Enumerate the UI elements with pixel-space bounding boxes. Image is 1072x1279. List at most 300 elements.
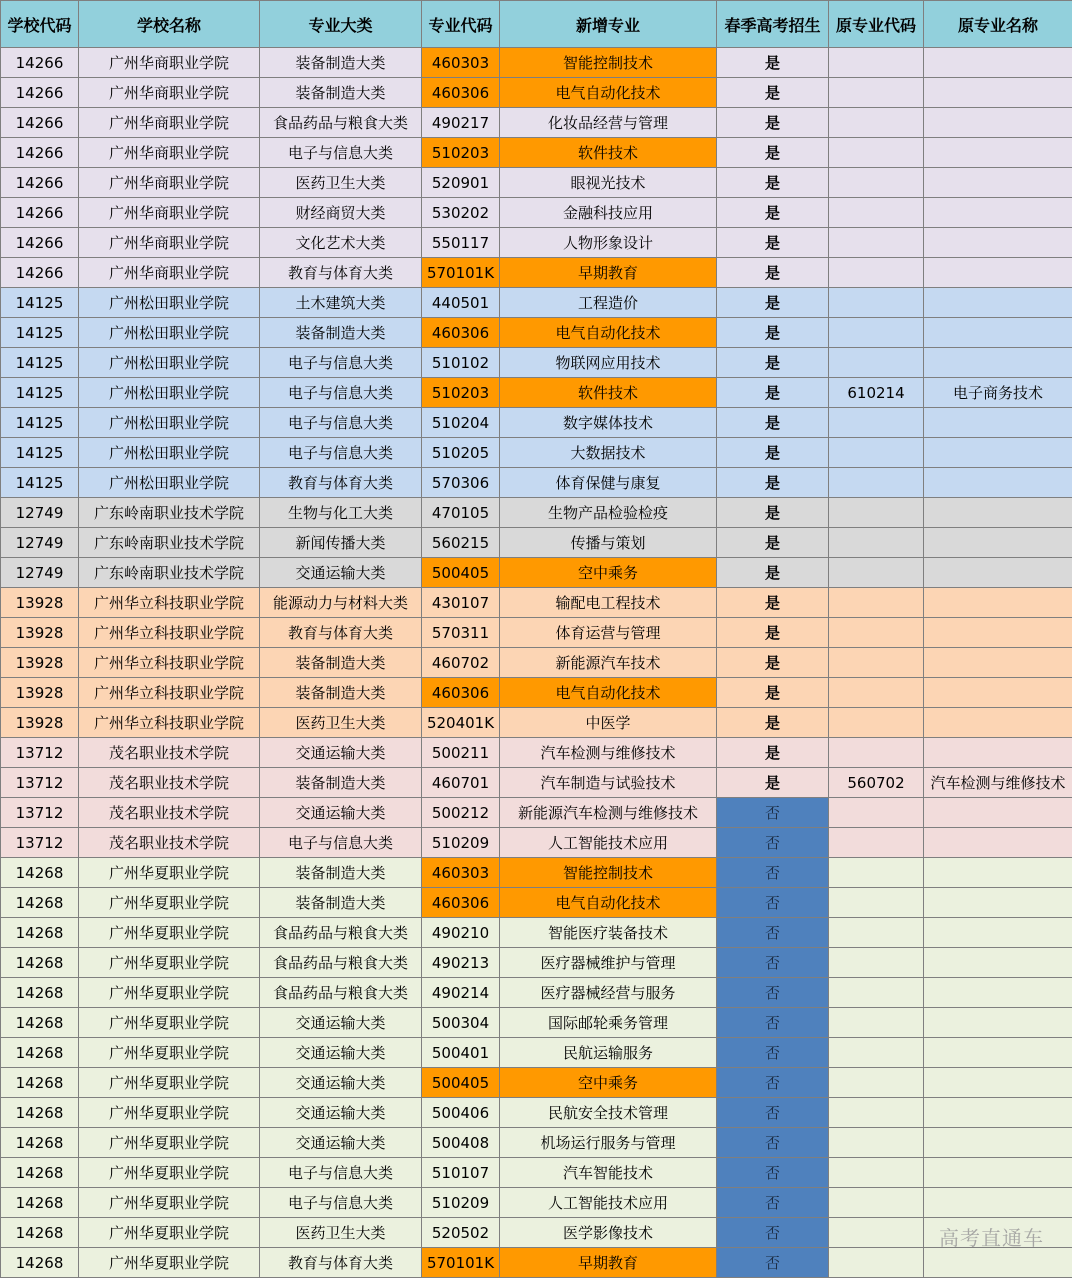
cell-original-name	[924, 828, 1072, 858]
cell-original-code	[829, 858, 924, 888]
cell-school-name: 广州华夏职业学院	[79, 1098, 260, 1128]
cell-original-code	[829, 318, 924, 348]
cell-category: 电子与信息大类	[260, 408, 422, 438]
cell-major-code: 510209	[422, 828, 500, 858]
cell-major-code: 520401K	[422, 708, 500, 738]
cell-new-major: 传播与策划	[500, 528, 717, 558]
cell-new-major: 工程造价	[500, 288, 717, 318]
cell-original-name	[924, 1038, 1072, 1068]
cell-school-code: 14125	[1, 288, 79, 318]
cell-original-code	[829, 78, 924, 108]
header-major-code: 专业代码	[422, 1, 500, 48]
cell-school-code: 14125	[1, 408, 79, 438]
cell-school-name: 广州华夏职业学院	[79, 948, 260, 978]
cell-school-code: 14266	[1, 258, 79, 288]
cell-category: 交通运输大类	[260, 1008, 422, 1038]
cell-category: 交通运输大类	[260, 1098, 422, 1128]
cell-new-major: 空中乘务	[500, 1068, 717, 1098]
cell-original-name	[924, 978, 1072, 1008]
cell-spring-admission: 是	[717, 678, 829, 708]
cell-school-code: 13928	[1, 648, 79, 678]
cell-category: 交通运输大类	[260, 1068, 422, 1098]
cell-school-name: 广东岭南职业技术学院	[79, 558, 260, 588]
cell-category: 电子与信息大类	[260, 378, 422, 408]
cell-category: 电子与信息大类	[260, 1188, 422, 1218]
header-original-code: 原专业代码	[829, 1, 924, 48]
cell-original-name	[924, 108, 1072, 138]
cell-original-code	[829, 648, 924, 678]
table-row	[1, 378, 1072, 408]
cell-major-code: 490213	[422, 948, 500, 978]
cell-school-code: 14266	[1, 138, 79, 168]
cell-original-name	[924, 1188, 1072, 1218]
cell-school-name: 广州华商职业学院	[79, 138, 260, 168]
table-row	[1, 78, 1072, 108]
cell-school-code: 14268	[1, 1038, 79, 1068]
cell-original-code	[829, 438, 924, 468]
cell-new-major: 电气自动化技术	[500, 78, 717, 108]
cell-school-code: 14268	[1, 918, 79, 948]
table-row	[1, 798, 1072, 828]
cell-spring-admission: 是	[717, 408, 829, 438]
cell-category: 装备制造大类	[260, 318, 422, 348]
table-row	[1, 618, 1072, 648]
cell-spring-admission: 否	[717, 1158, 829, 1188]
cell-major-code: 510203	[422, 138, 500, 168]
cell-school-name: 广州华夏职业学院	[79, 1068, 260, 1098]
cell-new-major: 汽车制造与试验技术	[500, 768, 717, 798]
cell-school-code: 13928	[1, 678, 79, 708]
cell-spring-admission: 是	[717, 708, 829, 738]
cell-major-code: 490217	[422, 108, 500, 138]
cell-category: 土木建筑大类	[260, 288, 422, 318]
cell-spring-admission: 否	[717, 888, 829, 918]
cell-original-name	[924, 1068, 1072, 1098]
cell-original-name	[924, 318, 1072, 348]
cell-major-code: 440501	[422, 288, 500, 318]
cell-spring-admission: 否	[717, 1188, 829, 1218]
table-row	[1, 768, 1072, 798]
table-row	[1, 198, 1072, 228]
cell-original-code	[829, 408, 924, 438]
cell-original-name	[924, 648, 1072, 678]
watermark: 高考直通车	[939, 1226, 1044, 1250]
cell-school-code: 14268	[1, 888, 79, 918]
cell-original-name	[924, 618, 1072, 648]
cell-original-code	[829, 828, 924, 858]
cell-original-name	[924, 1128, 1072, 1158]
cell-school-code: 14268	[1, 1128, 79, 1158]
cell-school-name: 广州华夏职业学院	[79, 858, 260, 888]
table-row	[1, 1098, 1072, 1128]
cell-new-major: 眼视光技术	[500, 168, 717, 198]
cell-original-name: 电子商务技术	[924, 378, 1072, 408]
cell-new-major: 软件技术	[500, 138, 717, 168]
cell-original-code	[829, 288, 924, 318]
table-row	[1, 978, 1072, 1008]
table-row	[1, 258, 1072, 288]
cell-school-name: 茂名职业技术学院	[79, 798, 260, 828]
table-row	[1, 678, 1072, 708]
cell-school-name: 广州华商职业学院	[79, 78, 260, 108]
cell-major-code: 570306	[422, 468, 500, 498]
cell-major-code: 500401	[422, 1038, 500, 1068]
cell-spring-admission: 是	[717, 738, 829, 768]
cell-new-major: 软件技术	[500, 378, 717, 408]
cell-school-code: 14268	[1, 948, 79, 978]
cell-new-major: 汽车智能技术	[500, 1158, 717, 1188]
cell-category: 食品药品与粮食大类	[260, 978, 422, 1008]
cell-spring-admission: 否	[717, 1248, 829, 1278]
cell-original-code	[829, 168, 924, 198]
cell-school-code: 14268	[1, 1068, 79, 1098]
cell-original-code	[829, 1188, 924, 1218]
table-row	[1, 528, 1072, 558]
cell-original-code	[829, 1218, 924, 1248]
cell-new-major: 金融科技应用	[500, 198, 717, 228]
cell-school-code: 14268	[1, 1158, 79, 1188]
cell-spring-admission: 否	[717, 1218, 829, 1248]
cell-new-major: 汽车检测与维修技术	[500, 738, 717, 768]
cell-category: 教育与体育大类	[260, 618, 422, 648]
cell-original-name	[924, 1158, 1072, 1188]
cell-school-name: 广州松田职业学院	[79, 288, 260, 318]
cell-new-major: 医疗器械经营与服务	[500, 978, 717, 1008]
cell-major-code: 510203	[422, 378, 500, 408]
cell-spring-admission: 否	[717, 858, 829, 888]
cell-original-code	[829, 888, 924, 918]
table-header-row	[1, 1, 1072, 48]
cell-school-code: 14125	[1, 318, 79, 348]
cell-major-code: 510102	[422, 348, 500, 378]
cell-spring-admission: 是	[717, 648, 829, 678]
cell-school-name: 广州松田职业学院	[79, 348, 260, 378]
table-row	[1, 1158, 1072, 1188]
cell-new-major: 智能控制技术	[500, 48, 717, 78]
table-row	[1, 828, 1072, 858]
cell-major-code: 490214	[422, 978, 500, 1008]
cell-category: 生物与化工大类	[260, 498, 422, 528]
cell-school-code: 14268	[1, 1248, 79, 1278]
cell-spring-admission: 是	[717, 768, 829, 798]
table-row	[1, 1128, 1072, 1158]
cell-category: 电子与信息大类	[260, 828, 422, 858]
cell-original-code	[829, 198, 924, 228]
cell-category: 医药卫生大类	[260, 1218, 422, 1248]
cell-major-code: 460303	[422, 858, 500, 888]
cell-school-name: 广州松田职业学院	[79, 318, 260, 348]
cell-spring-admission: 是	[717, 558, 829, 588]
cell-major-code: 550117	[422, 228, 500, 258]
cell-spring-admission: 是	[717, 168, 829, 198]
cell-spring-admission: 否	[717, 948, 829, 978]
cell-major-code: 460306	[422, 888, 500, 918]
cell-category: 交通运输大类	[260, 738, 422, 768]
cell-major-code: 500406	[422, 1098, 500, 1128]
cell-school-code: 13928	[1, 708, 79, 738]
cell-school-name: 广州华商职业学院	[79, 228, 260, 258]
cell-major-code: 460303	[422, 48, 500, 78]
cell-school-code: 12749	[1, 498, 79, 528]
cell-spring-admission: 否	[717, 1008, 829, 1038]
cell-school-code: 13928	[1, 618, 79, 648]
cell-category: 教育与体育大类	[260, 258, 422, 288]
cell-spring-admission: 是	[717, 288, 829, 318]
cell-spring-admission: 是	[717, 228, 829, 258]
cell-spring-admission: 是	[717, 348, 829, 378]
cell-original-code	[829, 1038, 924, 1068]
cell-school-name: 广州华夏职业学院	[79, 1188, 260, 1218]
cell-category: 电子与信息大类	[260, 138, 422, 168]
table-row	[1, 888, 1072, 918]
cell-category: 食品药品与粮食大类	[260, 108, 422, 138]
cell-new-major: 人物形象设计	[500, 228, 717, 258]
cell-original-name	[924, 348, 1072, 378]
cell-category: 交通运输大类	[260, 1038, 422, 1068]
cell-school-name: 广东岭南职业技术学院	[79, 498, 260, 528]
cell-spring-admission: 是	[717, 318, 829, 348]
cell-school-name: 茂名职业技术学院	[79, 738, 260, 768]
cell-category: 装备制造大类	[260, 858, 422, 888]
cell-category: 交通运输大类	[260, 558, 422, 588]
cell-original-name	[924, 78, 1072, 108]
table-row	[1, 1038, 1072, 1068]
cell-new-major: 体育运营与管理	[500, 618, 717, 648]
header-spring-admission: 春季高考招生	[717, 1, 829, 48]
table-row	[1, 228, 1072, 258]
cell-category: 装备制造大类	[260, 648, 422, 678]
cell-new-major: 化妆品经营与管理	[500, 108, 717, 138]
cell-school-code: 12749	[1, 558, 79, 588]
cell-original-code	[829, 1008, 924, 1038]
cell-original-name	[924, 1248, 1072, 1278]
cell-original-code	[829, 468, 924, 498]
cell-original-code	[829, 1158, 924, 1188]
cell-school-name: 广州华夏职业学院	[79, 978, 260, 1008]
table-body	[1, 48, 1072, 1278]
cell-category: 交通运输大类	[260, 1128, 422, 1158]
cell-school-code: 14266	[1, 168, 79, 198]
cell-new-major: 空中乘务	[500, 558, 717, 588]
cell-original-name	[924, 888, 1072, 918]
cell-school-code: 14125	[1, 468, 79, 498]
cell-school-code: 13712	[1, 798, 79, 828]
cell-category: 教育与体育大类	[260, 1248, 422, 1278]
cell-spring-admission: 否	[717, 1068, 829, 1098]
cell-original-name	[924, 438, 1072, 468]
cell-original-code	[829, 558, 924, 588]
cell-school-name: 茂名职业技术学院	[79, 768, 260, 798]
cell-category: 电子与信息大类	[260, 1158, 422, 1188]
cell-category: 装备制造大类	[260, 678, 422, 708]
cell-major-code: 500405	[422, 1068, 500, 1098]
cell-original-name	[924, 738, 1072, 768]
cell-spring-admission: 是	[717, 108, 829, 138]
table-row	[1, 708, 1072, 738]
cell-original-name	[924, 1098, 1072, 1128]
cell-spring-admission: 否	[717, 918, 829, 948]
cell-major-code: 500212	[422, 798, 500, 828]
cell-original-name	[924, 558, 1072, 588]
cell-category: 新闻传播大类	[260, 528, 422, 558]
cell-category: 文化艺术大类	[260, 228, 422, 258]
cell-major-code: 530202	[422, 198, 500, 228]
cell-major-code: 510205	[422, 438, 500, 468]
cell-spring-admission: 否	[717, 978, 829, 1008]
cell-new-major: 新能源汽车技术	[500, 648, 717, 678]
cell-spring-admission: 是	[717, 468, 829, 498]
cell-new-major: 早期教育	[500, 1248, 717, 1278]
cell-spring-admission: 是	[717, 528, 829, 558]
cell-major-code: 460306	[422, 678, 500, 708]
cell-category: 教育与体育大类	[260, 468, 422, 498]
cell-original-code	[829, 918, 924, 948]
table-row	[1, 648, 1072, 678]
cell-original-name	[924, 168, 1072, 198]
cell-category: 财经商贸大类	[260, 198, 422, 228]
cell-spring-admission: 否	[717, 1098, 829, 1128]
cell-new-major: 电气自动化技术	[500, 678, 717, 708]
cell-spring-admission: 否	[717, 798, 829, 828]
cell-major-code: 510107	[422, 1158, 500, 1188]
table-row	[1, 138, 1072, 168]
cell-school-name: 广州华夏职业学院	[79, 1158, 260, 1188]
cell-new-major: 国际邮轮乘务管理	[500, 1008, 717, 1038]
table-row	[1, 168, 1072, 198]
table-row	[1, 438, 1072, 468]
cell-original-code	[829, 798, 924, 828]
header-new-major: 新增专业	[500, 1, 717, 48]
cell-school-code: 14268	[1, 858, 79, 888]
cell-original-name	[924, 138, 1072, 168]
cell-school-name: 广州华夏职业学院	[79, 1218, 260, 1248]
cell-new-major: 医疗器械维护与管理	[500, 948, 717, 978]
cell-new-major: 电气自动化技术	[500, 318, 717, 348]
cell-original-name	[924, 708, 1072, 738]
cell-original-code	[829, 48, 924, 78]
cell-new-major: 机场运行服务与管理	[500, 1128, 717, 1158]
cell-category: 装备制造大类	[260, 768, 422, 798]
header-category: 专业大类	[260, 1, 422, 48]
cell-category: 电子与信息大类	[260, 438, 422, 468]
cell-new-major: 民航安全技术管理	[500, 1098, 717, 1128]
table-row	[1, 1008, 1072, 1038]
cell-major-code: 500408	[422, 1128, 500, 1158]
cell-spring-admission: 是	[717, 378, 829, 408]
cell-category: 装备制造大类	[260, 888, 422, 918]
cell-major-code: 520901	[422, 168, 500, 198]
cell-major-code: 460306	[422, 318, 500, 348]
cell-spring-admission: 否	[717, 1038, 829, 1068]
cell-major-code: 460306	[422, 78, 500, 108]
cell-major-code: 520502	[422, 1218, 500, 1248]
table-row	[1, 498, 1072, 528]
cell-new-major: 民航运输服务	[500, 1038, 717, 1068]
cell-category: 能源动力与材料大类	[260, 588, 422, 618]
cell-school-code: 14125	[1, 438, 79, 468]
cell-school-name: 广东岭南职业技术学院	[79, 528, 260, 558]
cell-category: 医药卫生大类	[260, 168, 422, 198]
table-row	[1, 468, 1072, 498]
cell-new-major: 中医学	[500, 708, 717, 738]
header-original-name: 原专业名称	[924, 1, 1072, 48]
cell-new-major: 输配电工程技术	[500, 588, 717, 618]
cell-major-code: 570311	[422, 618, 500, 648]
cell-original-name	[924, 858, 1072, 888]
cell-school-name: 广州松田职业学院	[79, 378, 260, 408]
cell-major-code: 500304	[422, 1008, 500, 1038]
cell-original-code	[829, 1128, 924, 1158]
cell-spring-admission: 是	[717, 48, 829, 78]
cell-original-code	[829, 678, 924, 708]
cell-school-code: 14266	[1, 198, 79, 228]
cell-major-code: 570101K	[422, 1248, 500, 1278]
cell-original-code	[829, 138, 924, 168]
cell-school-name: 茂名职业技术学院	[79, 828, 260, 858]
cell-major-code: 500211	[422, 738, 500, 768]
table-row	[1, 1188, 1072, 1218]
cell-original-name	[924, 468, 1072, 498]
cell-school-name: 广州华夏职业学院	[79, 888, 260, 918]
cell-new-major: 生物产品检验检疫	[500, 498, 717, 528]
cell-school-name: 广州华夏职业学院	[79, 1248, 260, 1278]
cell-original-code	[829, 528, 924, 558]
cell-school-name: 广州华商职业学院	[79, 48, 260, 78]
cell-school-code: 13712	[1, 768, 79, 798]
cell-original-code	[829, 1068, 924, 1098]
cell-school-code: 14268	[1, 1218, 79, 1248]
cell-school-code: 14125	[1, 378, 79, 408]
cell-school-name: 广州华立科技职业学院	[79, 588, 260, 618]
cell-new-major: 体育保健与康复	[500, 468, 717, 498]
table-row	[1, 558, 1072, 588]
table-row	[1, 918, 1072, 948]
cell-new-major: 物联网应用技术	[500, 348, 717, 378]
cell-school-name: 广州松田职业学院	[79, 408, 260, 438]
cell-school-name: 广州华商职业学院	[79, 198, 260, 228]
cell-original-code	[829, 738, 924, 768]
cell-new-major: 人工智能技术应用	[500, 828, 717, 858]
cell-spring-admission: 是	[717, 618, 829, 648]
cell-school-code: 14266	[1, 78, 79, 108]
cell-school-name: 广州华夏职业学院	[79, 918, 260, 948]
cell-school-code: 14268	[1, 1098, 79, 1128]
cell-original-name: 汽车检测与维修技术	[924, 768, 1072, 798]
cell-school-code: 13928	[1, 588, 79, 618]
cell-original-name	[924, 498, 1072, 528]
cell-school-code: 13712	[1, 828, 79, 858]
header-school-code: 学校代码	[1, 1, 79, 48]
cell-original-code	[829, 978, 924, 1008]
table-row	[1, 1068, 1072, 1098]
cell-original-code: 560702	[829, 768, 924, 798]
cell-spring-admission: 是	[717, 588, 829, 618]
cell-major-code: 510204	[422, 408, 500, 438]
cell-school-name: 广州华商职业学院	[79, 258, 260, 288]
cell-new-major: 早期教育	[500, 258, 717, 288]
cell-original-code	[829, 948, 924, 978]
cell-original-code	[829, 618, 924, 648]
cell-school-name: 广州华商职业学院	[79, 108, 260, 138]
cell-major-code: 490210	[422, 918, 500, 948]
cell-school-name: 广州华立科技职业学院	[79, 618, 260, 648]
cell-new-major: 新能源汽车检测与维修技术	[500, 798, 717, 828]
header-school-name: 学校名称	[79, 1, 260, 48]
cell-original-name	[924, 678, 1072, 708]
table-row	[1, 1218, 1072, 1248]
cell-original-name	[924, 948, 1072, 978]
cell-original-code	[829, 348, 924, 378]
